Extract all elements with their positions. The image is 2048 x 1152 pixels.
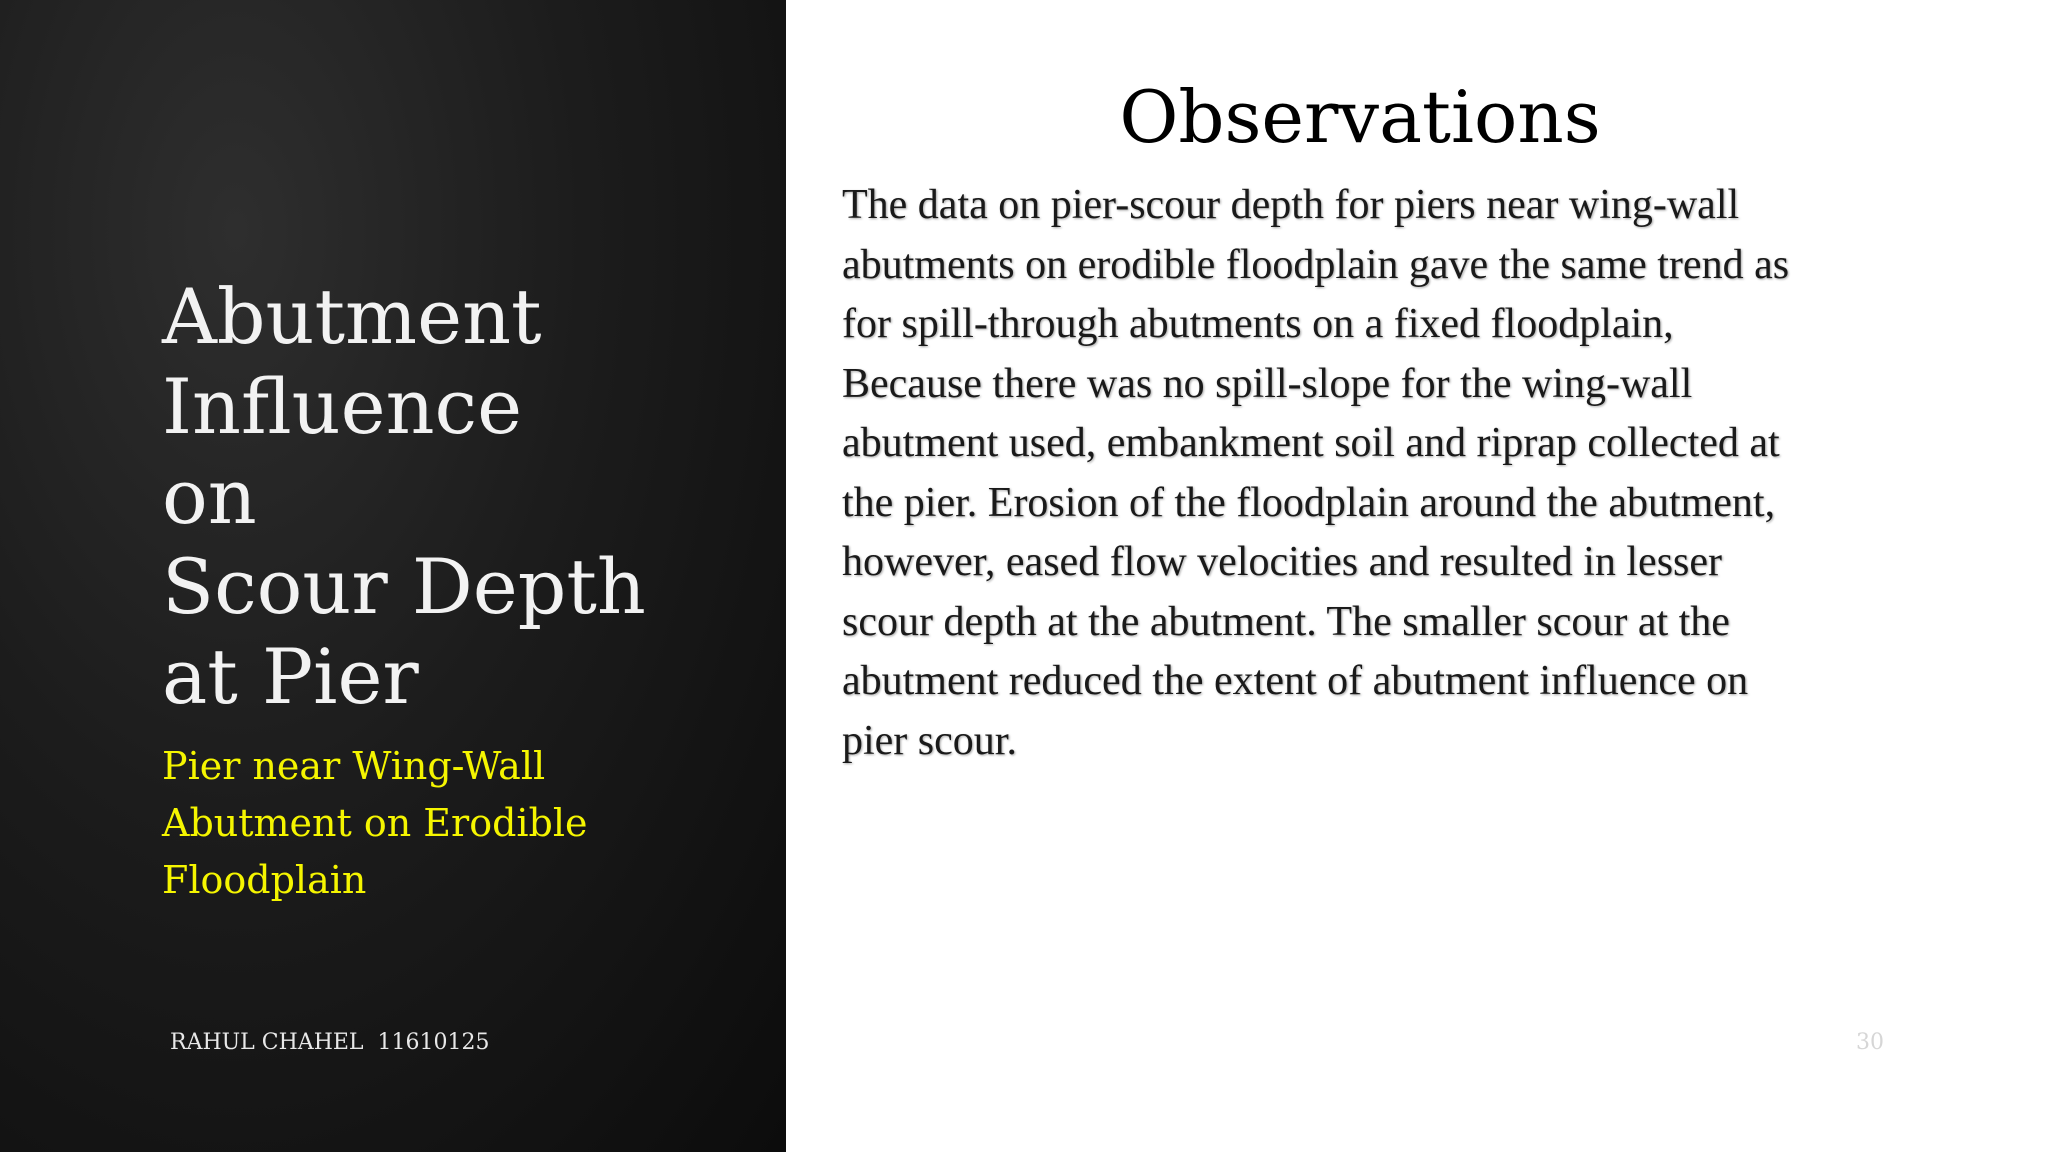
body-line: abutment reduced the extent of abutment influence on bbox=[842, 658, 1749, 704]
body-line: scour depth at the abutment. The smaller scour at the bbox=[842, 598, 1730, 645]
left-panel bbox=[0, 0, 786, 1152]
observations-body bbox=[842, 176, 1882, 771]
body-line: abutment used, embankment soil and riprap collected at bbox=[842, 420, 1780, 466]
page-number: 30 bbox=[1856, 1030, 1884, 1055]
body-line: abutments on erodible floodplain gave the same trend as bbox=[842, 241, 1790, 288]
slide-subtitle: Pier near Wing-Wall Abutment on Erodible Floodplain bbox=[162, 744, 588, 902]
body-line: for spill-through abutments on a fixed floodplain, bbox=[842, 301, 1674, 347]
footer-author: RAHUL CHAHEL 11610125 bbox=[170, 1030, 490, 1055]
body-line: the pier. Erosion of the floodplain around the abutment, bbox=[842, 479, 1776, 526]
body-line: pier scour. bbox=[842, 717, 1017, 764]
body-line: however, eased flow velocities and resulted in lesser bbox=[842, 539, 1723, 585]
body-line: The data on pier-scour depth for piers near wing-wall bbox=[842, 182, 1740, 228]
body-line: Because there was no spill-slope for the wing-wall bbox=[842, 360, 1693, 407]
slide-title: Abutment Influence on Scour Depth at Pier bbox=[162, 272, 646, 721]
observations-heading: Observations bbox=[1119, 75, 1601, 159]
